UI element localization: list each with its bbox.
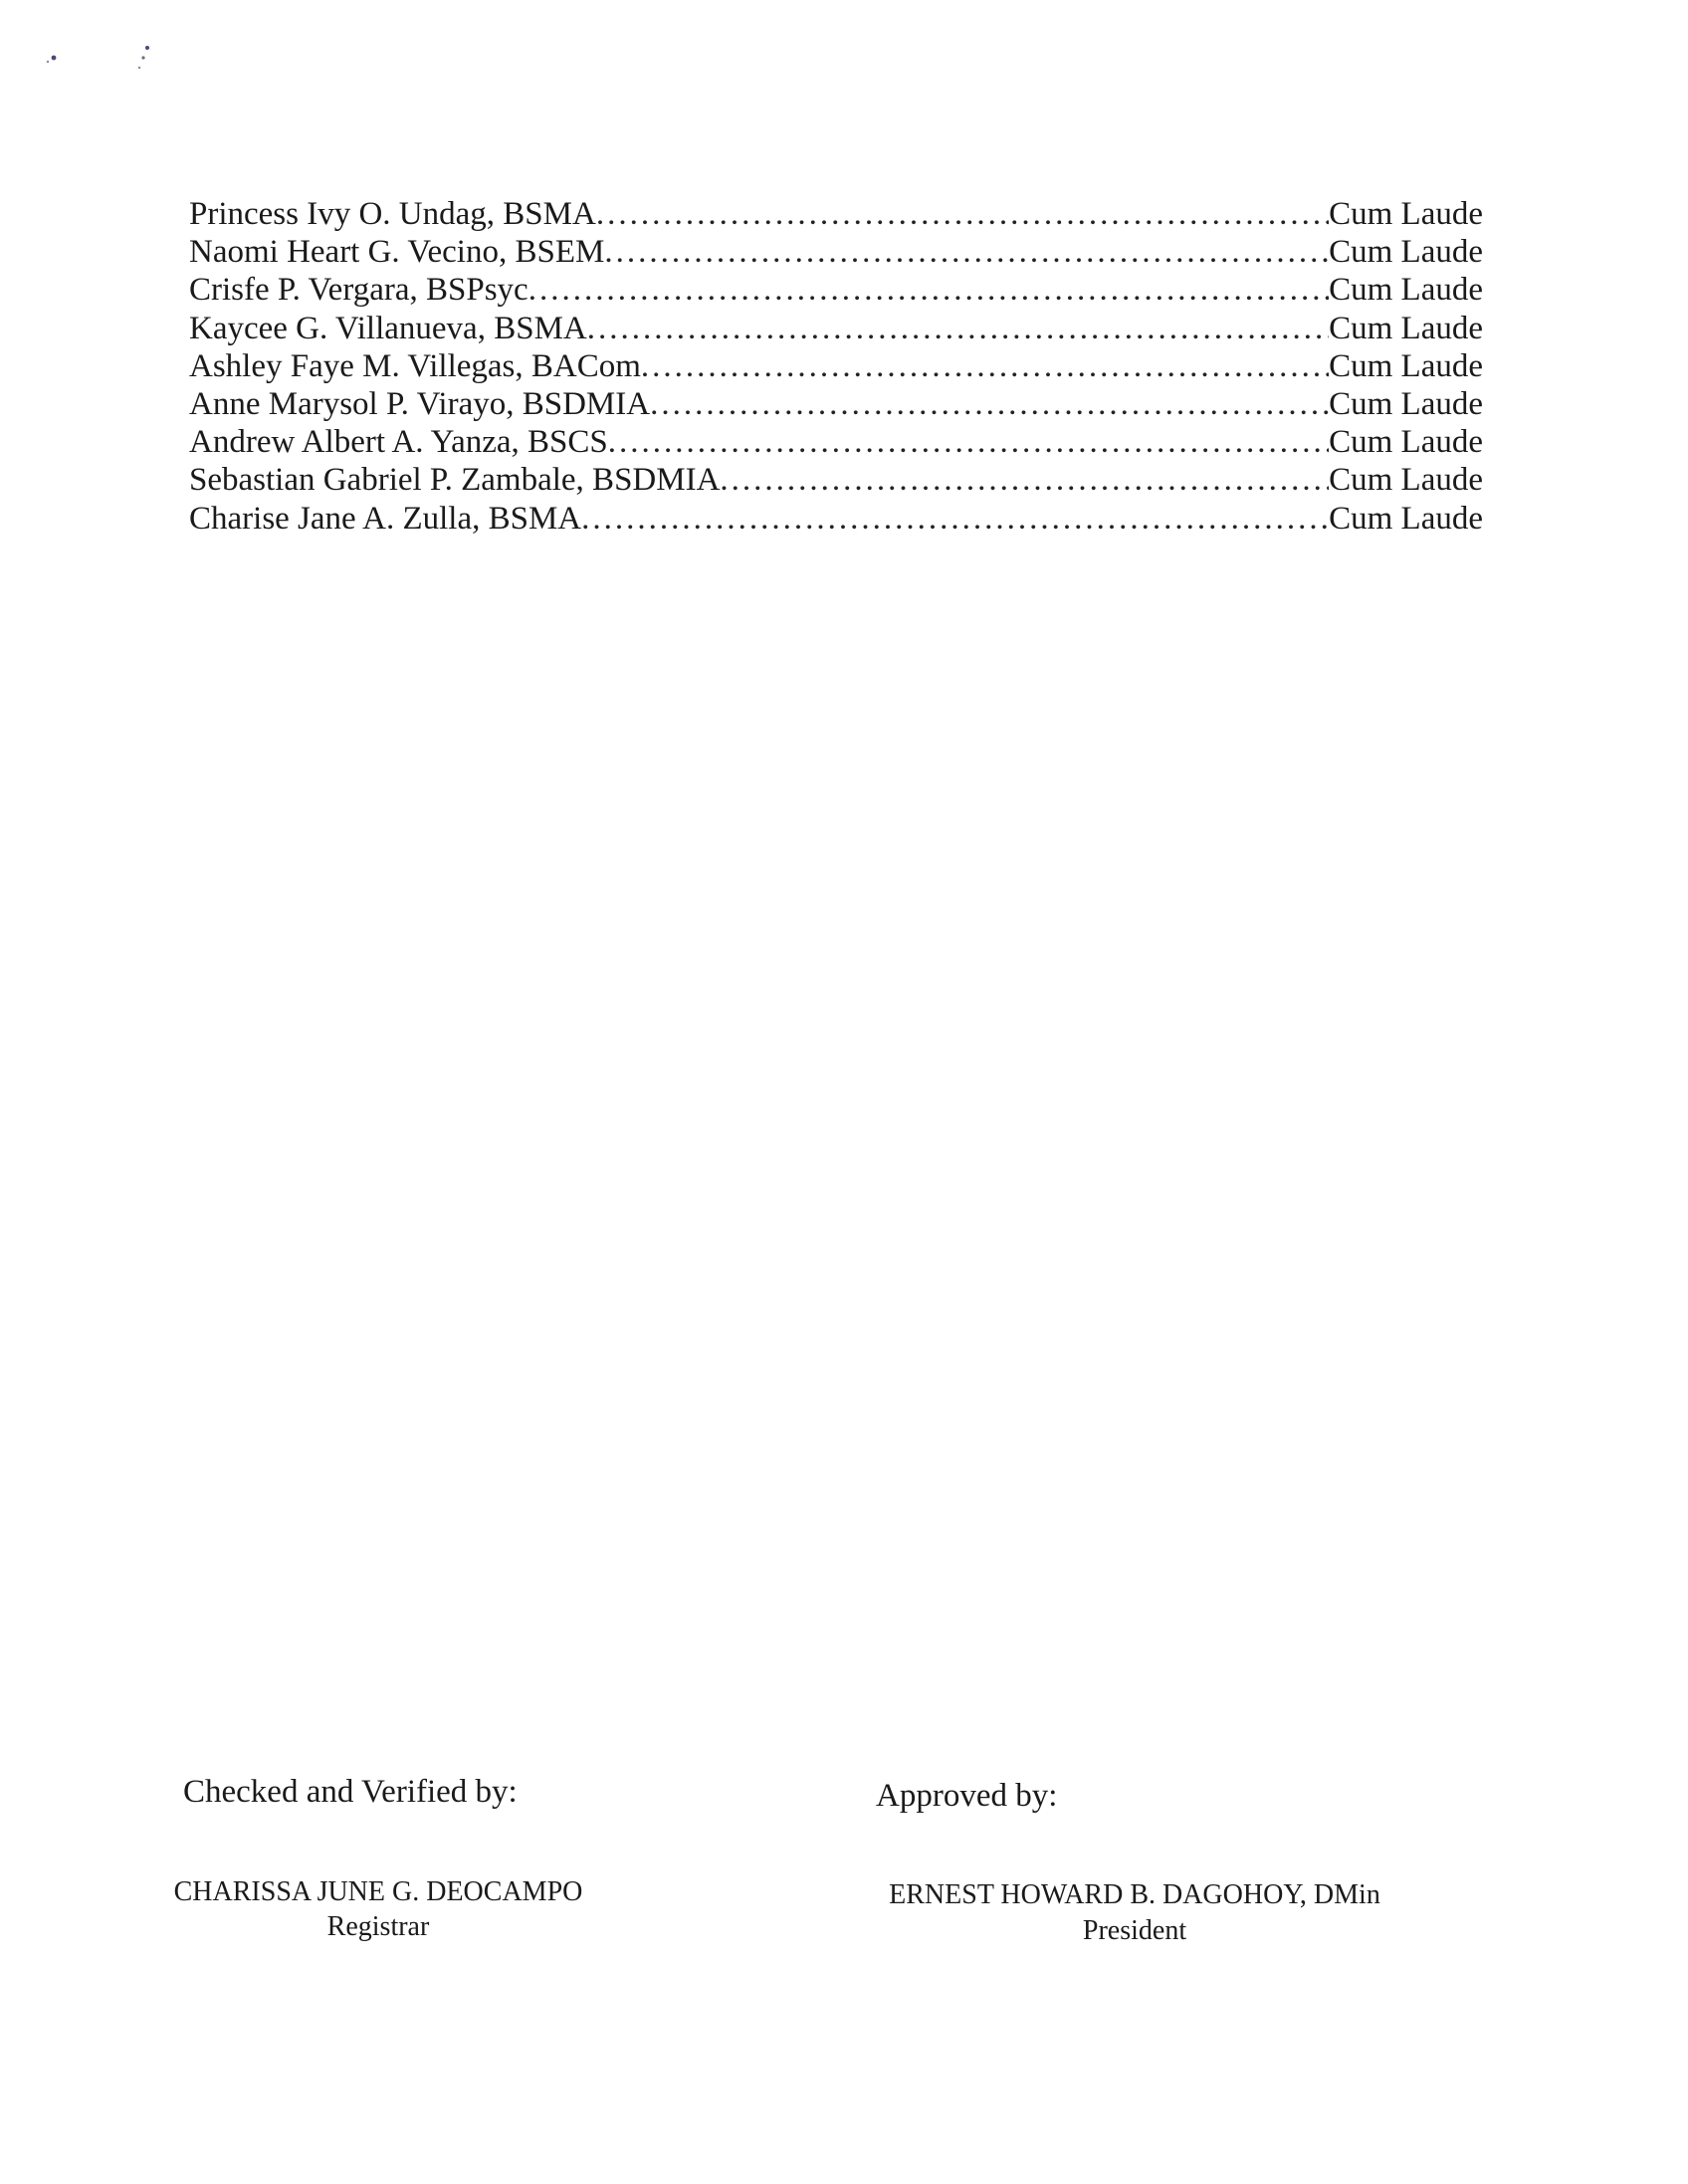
- honoree-name: Kaycee G. Villanueva, BSMA: [189, 310, 587, 346]
- dot-leader: [608, 423, 1329, 461]
- honor-award: Cum Laude: [1329, 234, 1483, 271]
- dot-leader: [604, 233, 1329, 271]
- honor-award: Cum Laude: [1329, 347, 1483, 384]
- honor-award: Cum Laude: [1329, 310, 1483, 346]
- honor-award: Cum Laude: [1329, 424, 1483, 461]
- dot-leader: [720, 461, 1329, 499]
- honoree-name: Crisfe P. Vergara, BSPsyc: [189, 272, 528, 309]
- dot-leader: [581, 500, 1329, 538]
- honoree-name: Princess Ivy O. Undag, BSMA: [189, 196, 596, 232]
- honor-award: Cum Laude: [1329, 385, 1483, 422]
- president-name: ERNEST HOWARD B. DAGOHOY, DMin: [889, 1879, 1380, 1910]
- dot-leader: [650, 385, 1329, 423]
- scan-specks: [40, 40, 169, 80]
- president-title: President: [1082, 1915, 1187, 1946]
- checked-verified-label: Checked and Verified by:: [183, 1774, 518, 1810]
- honoree-name: Charise Jane A. Zulla, BSMA: [189, 500, 582, 537]
- honor-row: [189, 187, 1483, 232]
- honoree-name: Andrew Albert A. Yanza, BSCS: [189, 424, 608, 461]
- registrar-name: CHARISSA JUNE G. DEOCAMPO: [173, 1876, 583, 1907]
- dot-leader: [587, 310, 1329, 347]
- dot-leader: [596, 195, 1329, 233]
- honor-award: Cum Laude: [1329, 500, 1483, 537]
- honor-award: Cum Laude: [1329, 196, 1483, 232]
- honor-award: Cum Laude: [1329, 272, 1483, 309]
- honoree-name: Sebastian Gabriel P. Zambale, BSDMIA: [189, 462, 721, 499]
- approved-by-label: Approved by:: [876, 1778, 1058, 1814]
- honoree-name: Naomi Heart G. Vecino, BSEM: [189, 234, 605, 271]
- honor-award: Cum Laude: [1329, 462, 1483, 499]
- honors-list: [189, 187, 1483, 537]
- dot-leader: [641, 347, 1329, 385]
- honoree-name: Ashley Faye M. Villegas, BACom: [189, 347, 641, 384]
- honoree-name: Anne Marysol P. Virayo, BSDMIA: [189, 385, 651, 422]
- dot-leader: [528, 271, 1329, 309]
- registrar-title: Registrar: [326, 1911, 430, 1942]
